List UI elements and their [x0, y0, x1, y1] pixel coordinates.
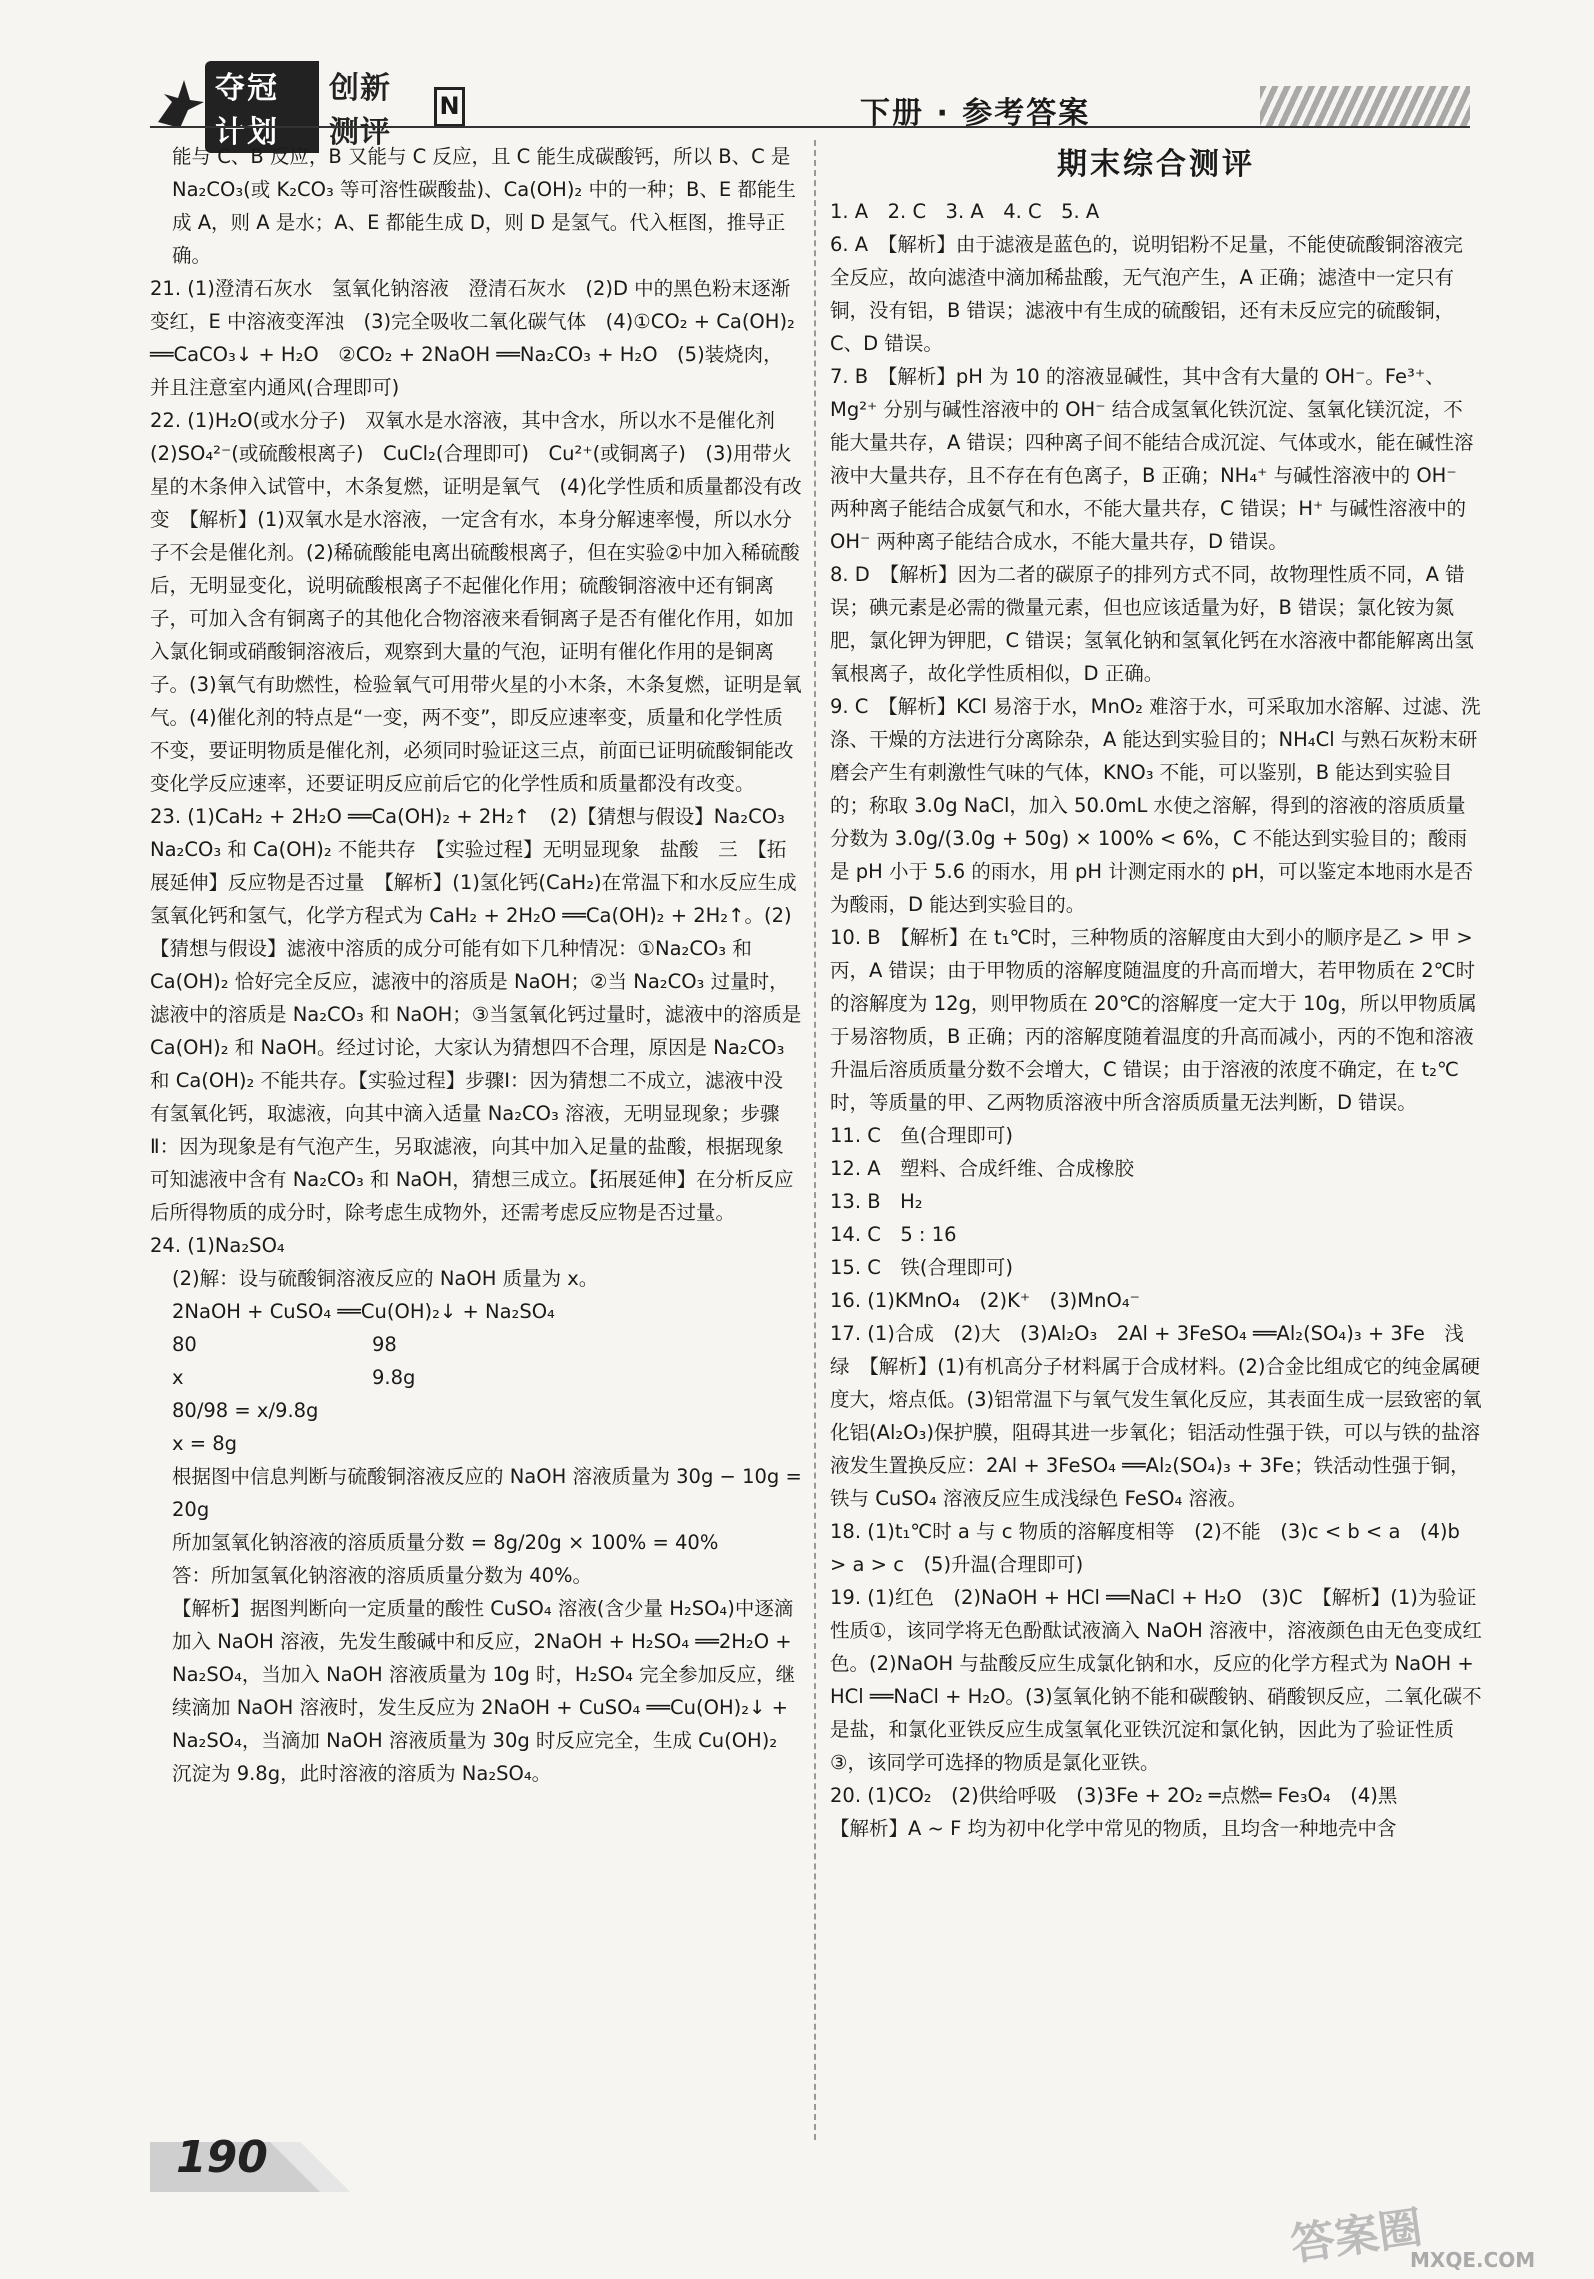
q24-mass-b: 98 — [372, 1333, 397, 1356]
logo-mark: N — [434, 87, 465, 127]
q24-setup: (2)解：设与硫酸铜溶液反应的 NaOH 质量为 x。 — [172, 1267, 599, 1290]
answer-21: 21. (1)澄清石灰水 氢氧化钠溶液 澄清石灰水 (2)D 中的黑色粉末逐渐变红，E 中溶液变浑浊 (3)完全吸收二氧化碳气体 (4)①CO₂ + Ca(OH)₂ ══CaCO₃↓ + H₂O ②CO₂ + 2NaOH ══Na₂CO₃ + H₂O (5)装烧肉，并且注意室内通风(合理即可) — [150, 277, 795, 399]
section-label: 下册 · 参考答案 — [860, 96, 1091, 131]
section-title: 期末综合测评 — [1057, 147, 1255, 182]
page-header — [0, 0, 1594, 150]
answer-10: 10. B 【解析】在 t₁℃时，三种物质的溶解度由大到小的顺序是乙 > 甲 > 丙，A 错误；由于甲物质的溶解度随温度的升高而增大，若甲物质在 2℃时的溶解度为 12g，则甲物质在 20℃的溶解度一定大于 10g，所以甲物质属于易溶物质，B 正确；丙的溶解度随着温度的升高而减小，丙的不饱和溶液升温后溶质质量分数不会增大，C 错误；由于溶液的浓度不确定，在 t₂℃时，等质量的甲、乙两物质溶液中所含溶质质量无法判断，D 错误。 — [830, 926, 1477, 1114]
answer-17: 17. (1)合成 (2)大 (3)Al₂O₃ 2Al + 3FeSO₄ ══Al₂(SO₄)₃ + 3Fe 浅绿 【解析】(1)有机高分子材料属于合成材料。(2)合金比组成它的纯金属硬度大，熔点低。(3)铝常温下与氧气发生氧化反应，其表面生成一层致密的氧化铝(Al₂O₃)保护膜，阻碍其进一步氧化；铝活动性强于铁，可以与铁的盐溶液发生置换反应：2Al + 3FeSO₄ ══Al₂(SO₄)₃ + 3Fe；铁活动性强于铜，铁与 CuSO₄ 溶液反应生成浅绿色 FeSO₄ 溶液。 — [830, 1322, 1482, 1510]
answer-9: 9. C 【解析】KCl 易溶于水，MnO₂ 难溶于水，可采取加水溶解、过滤、洗涤、干燥的方法进行分离除杂，A 能达到实验目的；NH₄Cl 与熟石灰粉末研磨会产生有刺激性气味的气体，KNO₃ 不能，可以鉴别，B 能达到实验目的；称取 3.0g NaCl，加入 50.0mL 水使之溶解，得到的溶液的溶质质量分数为 3.0g/(3.0g + 50g) × 100% < 6%，C 不能达到实验目的；酸雨是 pH 小于 5.6 的雨水，用 pH 计测定雨水的 pH，可以鉴定本地雨水是否为酸雨，D 能达到实验目的。 — [830, 695, 1481, 916]
header-rule — [150, 126, 1470, 128]
answer-1-5: 1. A 2. C 3. A 4. C 5. A — [830, 200, 1100, 223]
watermark-url: MXQE.COM — [1410, 2248, 1536, 2272]
answer-20: 20. (1)CO₂ (2)供给呼吸 (3)3Fe + 2O₂ ═点燃═ Fe₃O₄ (4)黑 — [830, 1784, 1398, 1807]
q24-unknown-a: x — [172, 1366, 184, 1389]
answer-14: 14. C 5 : 16 — [830, 1223, 957, 1246]
q24-equation: 2NaOH + CuSO₄ ══Cu(OH)₂↓ + Na₂SO₄ — [172, 1300, 555, 1323]
watermark-logo: 答案圈 — [1287, 2202, 1426, 2271]
header-stripes — [1260, 86, 1470, 126]
answer-paragraph: 能与 C、B 反应，B 又能与 C 反应，且 C 能生成碳酸钙，所以 B、C 是 Na₂CO₃(或 K₂CO₃ 等可溶性碳酸盐)、Ca(OH)₂ 中的一种；B、E 都能生成 A，则 A 是水；A、E 都能生成 D，则 D 是氢气。代入框图，推导正确。 — [172, 145, 796, 267]
q24-unknown-b: 9.8g — [372, 1366, 416, 1389]
page-number: 190 — [176, 2132, 268, 2183]
answer-18: 18. (1)t₁℃时 a 与 c 物质的溶解度相等 (2)不能 (3)c < b < a (4)b > a > c (5)升温(合理即可) — [830, 1520, 1460, 1576]
answer-15: 15. C 铁(合理即可) — [830, 1256, 1014, 1279]
q24-ratio: 80/98 = x/9.8g — [172, 1399, 319, 1422]
answer-11: 11. C 鱼(合理即可) — [830, 1124, 1014, 1147]
answer-16: 16. (1)KMnO₄ (2)K⁺ (3)MnO₄⁻ — [830, 1289, 1140, 1312]
q24-unknowns — [150, 1361, 802, 1394]
answer-7: 7. B 【解析】pH 为 10 的溶液显碱性，其中含有大量的 OH⁻。Fe³⁺、Mg²⁺ 分别与碱性溶液中的 OH⁻ 结合成氢氧化铁沉淀、氢氧化镁沉淀，不能大量共存，A 错误；四种离子间不能结合成沉淀、气体或水，能在碱性溶液中大量共存，且不存在有色离子，B 正确；NH₄⁺ 与碱性溶液中的 OH⁻ 两种离子能结合成氨气和水，不能大量共存，C 错误；H⁺ 与碱性溶液中的 OH⁻ 两种离子能结合成水，不能大量共存，D 错误。 — [830, 365, 1474, 553]
answer-20-analysis: 【解析】A ~ F 均为初中化学中常见的物质，且均含一种地壳中含 — [830, 1817, 1397, 1840]
answer-19: 19. (1)红色 (2)NaOH + HCl ══NaCl + H₂O (3)C 【解析】(1)为验证性质①，该同学将无色酚酞试液滴入 NaOH 溶液中，溶液颜色由无色变成红色。(2)NaOH 与盐酸反应生成氯化钠和水，反应的化学方程式为 NaOH + HCl ══NaCl + H₂O。(3)氢氧化钠不能和碳酸钠、硝酸钡反应，二氧化碳不是盐，和氯化亚铁反应生成氢氧化亚铁沉淀和氯化钠，因此为了验证性质③，该同学可选择的物质是氯化亚铁。 — [830, 1586, 1482, 1774]
q24-masses — [150, 1328, 802, 1361]
answer-22: 22. (1)H₂O(或水分子) 双氧水是水溶液，其中含水，所以水不是催化剂 (2)SO₄²⁻(或硫酸根离子) CuCl₂(合理即可) Cu²⁺(或铜离子) (3)用带火星的木条伸入试管中，木条复燃，证明是氧气 (4)化学性质和质量都没有改变 【解析】(1)双氧水是水溶液，一定含有水，本身分解速率慢，所以水分子不会是催化剂。(2)稀硫酸能电离出硫酸根离子，但在实验②中加入稀硫酸后，无明显变化，说明硫酸根离子不起催化作用；硫酸铜溶液中还有铜离子，可加入含有铜离子的其他化合物溶液来看铜离子是否有催化作用，如加入氯化铜或硝酸铜溶液后，观察到大量的气泡，证明有催化作用的是铜离子。(3)氧气有助燃性，检验氧气可用带火星的小木条，木条复燃，证明是氧气。(4)催化剂的特点是“一变，两不变”，即反应速率变，质量和化学性质不变，要证明物质是催化剂，必须同时验证这三点，前面已证明硫酸铜能改变化学反应速率，还要证明反应前后它的化学性质和质量都没有改变。 — [150, 409, 802, 795]
answer-12: 12. A 塑料、合成纤维、合成橡胶 — [830, 1157, 1135, 1180]
logo-main-text: 夺冠计划 — [205, 61, 319, 153]
brand-logo — [205, 71, 465, 150]
q24-mass-a: 80 — [172, 1333, 197, 1356]
q24-x-value: x = 8g — [172, 1432, 238, 1455]
answer-23: 23. (1)CaH₂ + 2H₂O ══Ca(OH)₂ + 2H₂↑ (2)【猜想与假设】Na₂CO₃ Na₂CO₃ 和 Ca(OH)₂ 不能共存 【实验过程】无明显现象 盐酸 三 【拓展延伸】反应物是否过量 【解析】(1)氢化钙(CaH₂)在常温下和水反应生成氢氧化钙和氢气，化学方程式为 CaH₂ + 2H₂O ══Ca(OH)₂ + 2H₂↑。(2)【猜想与假设】滤液中溶质的成分可能有如下几种情况：①Na₂CO₃ 和 Ca(OH)₂ 恰好完全反应，滤液中的溶质是 NaOH；②当 Na₂CO₃ 过量时，滤液中的溶质是 Na₂CO₃ 和 NaOH；③当氢氧化钙过量时，滤液中的溶质是 Ca(OH)₂ 和 NaOH。经过讨论，大家认为猜想四不合理，原因是 Na₂CO₃ 和 Ca(OH)₂ 不能共存。【实验过程】步骤Ⅰ：因为猜想二不成立，滤液中没有氢氧化钙，取滤液，向其中滴入适量 Na₂CO₃ 溶液，无明显现象；步骤Ⅱ：因为现象是有气泡产生，另取滤液，向其中加入足量的盐酸，根据现象可知滤液中含有 Na₂CO₃ 和 NaOH，猜想三成立。【拓展延伸】在分析反应后所得物质的成分时，除考虑生成物外，还需考虑反应物是否过量。 — [150, 805, 805, 1224]
q24-mass-fraction: 所加氢氧化钠溶液的溶质质量分数 = 8g/20g × 100% = 40% — [172, 1531, 719, 1554]
answer-13: 13. B H₂ — [830, 1190, 923, 1213]
q24-solution-mass: 根据图中信息判断与硫酸铜溶液反应的 NaOH 溶液质量为 30g − 10g = 20g — [172, 1465, 802, 1521]
answer-6: 6. A 【解析】由于滤液是蓝色的，说明铝粉不足量，不能使硫酸铜溶液完全反应，故向滤渣中滴加稀盐酸，无气泡产生，A 正确；滤渣中一定只有铜，没有铝，B 错误；滤液中有生成的硫酸铝，还有未反应完的硫酸铜，C、D 错误。 — [830, 233, 1463, 355]
answer-8: 8. D 【解析】因为二者的碳原子的排列方式不同，故物理性质不同，A 错误；碘元素是必需的微量元素，但也应该适量为好，B 错误；氯化铵为氮肥，氯化钾为钾肥，C 错误；氢氧化钠和氢氧化钙在水溶液中都能解离出氢氧根离子，故化学性质相似，D 正确。 — [830, 563, 1474, 685]
q24-answer: 答：所加氢氧化钠溶液的溶质质量分数为 40%。 — [172, 1564, 593, 1587]
column-divider — [814, 140, 816, 2140]
logo-sub-text: 创新测评 — [328, 71, 391, 150]
right-column — [830, 140, 1482, 1845]
answer-24: 24. (1)Na₂SO₄ — [150, 1234, 285, 1257]
trophy-figure-icon — [150, 72, 210, 132]
left-column — [150, 140, 805, 1790]
q24-analysis: 【解析】据图判断向一定质量的酸性 CuSO₄ 溶液(含少量 H₂SO₄)中逐滴加入 NaOH 溶液，先发生酸碱中和反应，2NaOH + H₂SO₄ ══2H₂O + Na₂SO₄，当加入 NaOH 溶液质量为 10g 时，H₂SO₄ 完全参加反应，继续滴加 NaOH 溶液时，发生反应为 2NaOH + CuSO₄ ══Cu(OH)₂↓ + Na₂SO₄，当滴加 NaOH 溶液质量为 30g 时反应完全，生成 Cu(OH)₂ 沉淀为 9.8g，此时溶液的溶质为 Na₂SO₄。 — [172, 1597, 796, 1785]
